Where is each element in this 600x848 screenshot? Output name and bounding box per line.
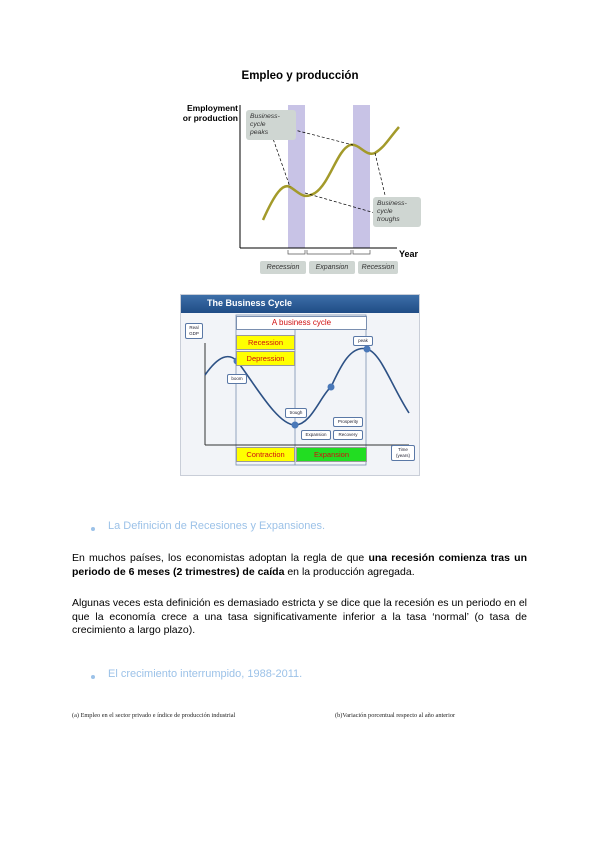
- phase-expansion: Expansion: [309, 261, 355, 274]
- p1-text-a: En muchos países, los economistas adoptan la regla de que: [72, 552, 365, 564]
- slide-title: The Business Cycle: [207, 298, 293, 308]
- brace-expansion: [307, 250, 351, 254]
- section-heading-2: El crecimiento interrumpido, 1988-2011.: [108, 668, 303, 680]
- figure1-x-axis-label: Year: [399, 249, 419, 259]
- brace-recession-2: [353, 250, 370, 254]
- caption-b: (b)Variación porcentual respecto al año anterior: [335, 712, 456, 719]
- recovery-point: [328, 384, 335, 391]
- bullet-icon: [91, 675, 95, 679]
- recovery-tag: Recovery: [333, 430, 363, 440]
- time-line2: (years): [395, 453, 410, 458]
- time-line1: Time: [398, 447, 408, 452]
- troughs-callout-line3: troughs: [377, 216, 400, 223]
- a-business-cycle-label: A business cycle: [236, 316, 367, 330]
- expansion-tag: Expansion: [301, 430, 331, 440]
- peak-point-right: [364, 346, 371, 353]
- bullet-icon: [91, 527, 95, 531]
- phase-recession-2: Recession: [358, 261, 398, 274]
- real-gdp-line1: Real: [189, 325, 199, 330]
- time-tag: [391, 445, 415, 461]
- troughs-callout: [373, 197, 421, 227]
- peak-tag: peak: [353, 336, 373, 346]
- contraction-box: Contraction: [236, 447, 295, 462]
- y-label-line1: Employment: [186, 103, 238, 113]
- figure1-title: Empleo y producción: [241, 70, 359, 82]
- troughs-callout-line2: cycle: [377, 208, 393, 215]
- y-label-line2: or production: [182, 113, 238, 123]
- recession-box: Recession: [236, 335, 295, 350]
- expansion-box: Expansion: [296, 447, 367, 462]
- business-cycle-slide: [180, 294, 420, 476]
- p1-text-c: en la producción agregada.: [287, 565, 415, 578]
- recession-shade-2: [353, 105, 370, 248]
- peaks-callout-line1: Business-: [250, 113, 280, 120]
- peaks-callout: [246, 110, 296, 140]
- phase-recession-1: Recession: [260, 261, 306, 274]
- figure1-chart: [175, 95, 430, 280]
- real-gdp-tag: [185, 323, 203, 339]
- depression-box: Depression: [236, 351, 295, 366]
- boom-tag: boom: [227, 374, 247, 384]
- p1-text-bold: una recesión comienza tras un periodo de 6 meses (2 trimestres) de caída: [72, 552, 528, 578]
- brace-recession-1: [288, 250, 305, 254]
- paragraph-2: Algunas veces esta definición es demasiado estricta y se dice que la recesión es un periodo en el que la economía crece a una tasa significativamente inferior a la tasa ‘normal’ (o tasa de crecimiento a largo plazo).: [72, 597, 527, 636]
- troughs-dashed-2: [375, 153, 385, 195]
- peaks-callout-line3: peaks: [250, 129, 269, 136]
- trough-tag: trough: [285, 408, 307, 418]
- prosperity-tag: Prosperity: [333, 417, 363, 427]
- trough-point: [292, 422, 299, 429]
- real-gdp-line2: GDP: [189, 331, 199, 336]
- paragraph-1: [72, 552, 527, 579]
- caption-a: (a) Empleo en el sector privado e índice de producción industrial: [72, 712, 236, 719]
- peaks-callout-line2: cycle: [250, 121, 266, 128]
- troughs-callout-line1: Business-: [377, 200, 407, 207]
- section-heading-1: La Definición de Recesiones y Expansiones.: [108, 520, 326, 532]
